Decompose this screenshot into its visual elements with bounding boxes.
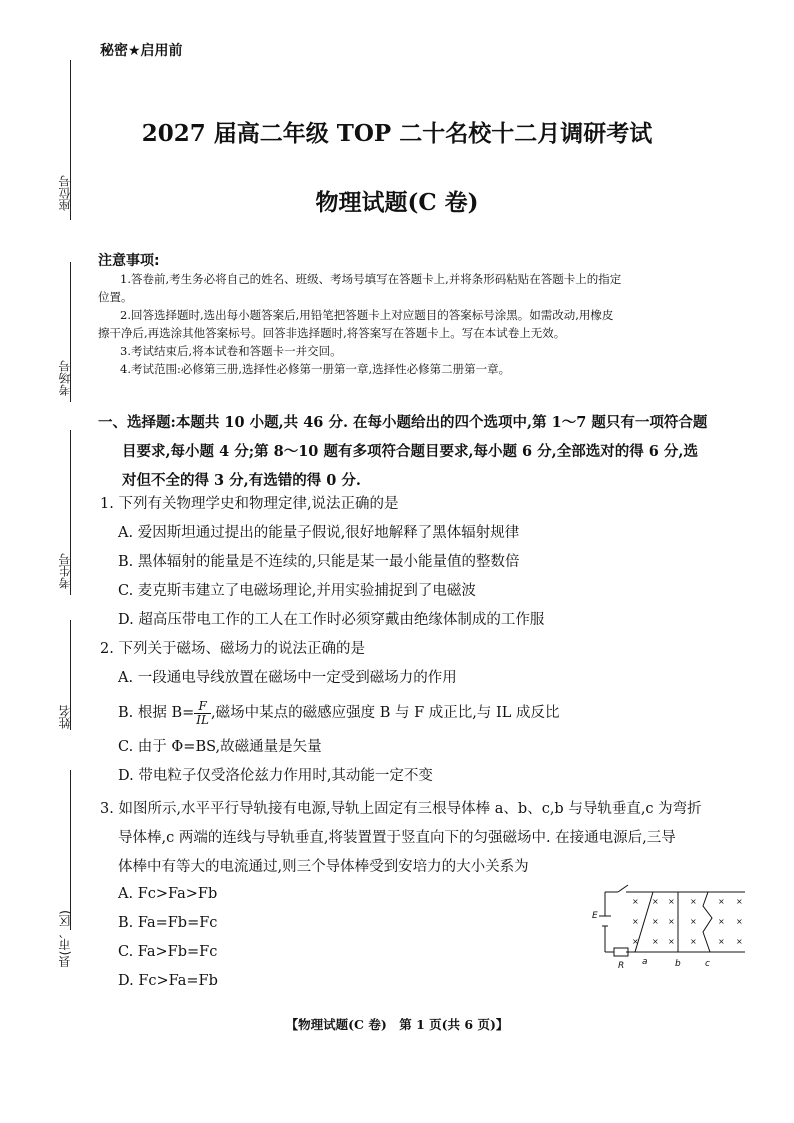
field-mark: × xyxy=(652,937,659,946)
field-mark: × xyxy=(718,917,725,926)
field-mark: × xyxy=(668,937,675,946)
option-b-prefix: B. 根据 B= xyxy=(118,705,195,721)
side-label-county: 县(市、区) xyxy=(58,910,72,968)
option-b: B. Fa=Fb=Fc xyxy=(118,915,218,931)
field-mark: × xyxy=(736,917,743,926)
field-mark: × xyxy=(690,937,697,946)
field-mark: × xyxy=(718,937,725,946)
option-c: C. Fa>Fb=Fc xyxy=(118,944,218,960)
section-heading xyxy=(98,408,753,495)
field-mark: × xyxy=(690,897,697,906)
q3-circuit-figure xyxy=(590,880,750,972)
label-c: c xyxy=(705,959,710,969)
field-mark: × xyxy=(668,917,675,926)
option-c: C. 麦克斯韦建立了电磁场理论,并用实验捕捉到了电磁波 xyxy=(118,583,476,599)
field-mark: × xyxy=(718,897,725,906)
label-a: a xyxy=(642,957,648,967)
page-footer: 【物理试题(C 卷) 第 1 页(共 6 页)】 xyxy=(285,1017,509,1032)
exam-title: 2027 届高二年级 TOP 二十名校十二月调研考试 xyxy=(141,120,653,147)
option-b xyxy=(100,693,760,733)
label-r: R xyxy=(618,961,625,971)
fraction xyxy=(194,700,211,727)
side-label-name: 姓名 xyxy=(58,705,72,729)
field-mark: × xyxy=(736,937,743,946)
field-mark: × xyxy=(652,897,659,906)
section-line: 对但不全的得 3 分,有选错的得 0 分. xyxy=(122,472,361,489)
question-3 xyxy=(100,795,760,882)
exam-subtitle: 物理试题(C 卷) xyxy=(315,189,479,216)
question-stem: 1. 下列有关物理学史和物理定律,说法正确的是 xyxy=(100,496,399,512)
notice-line: 擦干净后,再选涂其他答案标号。回答非选择题时,将答案写在答题卡上。写在本试卷上无效。 xyxy=(98,326,566,340)
option-b: B. 黑体辐射的能量是不连续的,只能是某一最小能量值的整数倍 xyxy=(118,554,520,570)
section-line: 一、选择题:本题共 10 小题,共 46 分. 在每小题给出的四个选项中,第 1～7 题只有一项符合题 xyxy=(98,414,708,431)
option-d: D. Fc>Fa=Fb xyxy=(118,973,218,989)
binding-line xyxy=(70,770,71,930)
notice-line: 2.回答选择题时,选出每小题答案后,用铅笔把答题卡上对应题目的答案标号涂黑。如需改动,用橡皮 xyxy=(120,308,614,322)
notice-block xyxy=(98,270,758,378)
notice-heading: 注意事项: xyxy=(98,253,160,269)
question-stem: 体棒中有等大的电流通过,则三个导体棒受到安培力的大小关系为 xyxy=(118,859,529,875)
question-stem: 3. 如图所示,水平平行导轨接有电源,导轨上固定有三根导体棒 a、b、c,b 与导轨垂直,c 为弯折 xyxy=(100,801,702,817)
field-mark: × xyxy=(690,917,697,926)
fraction-denominator: IL xyxy=(196,712,210,727)
field-mark: × xyxy=(632,937,639,946)
field-mark: × xyxy=(632,917,639,926)
field-mark: × xyxy=(632,897,639,906)
notice-line: 1.答卷前,考生务必将自己的姓名、班级、考场号填写在答题卡上,并将条形码粘贴在答题卡上的指定 xyxy=(120,272,622,286)
option-c: C. 由于 Φ=BS,故磁通量是矢量 xyxy=(118,739,322,755)
notice-line: 位置。 xyxy=(98,290,133,304)
question-1 xyxy=(100,490,760,635)
label-e: E xyxy=(592,911,598,921)
fraction-numerator: F xyxy=(194,700,211,714)
field-mark: × xyxy=(652,917,659,926)
question-2 xyxy=(100,635,760,791)
question-stem: 2. 下列关于磁场、磁场力的说法正确的是 xyxy=(100,641,365,657)
option-d: D. 超高压带电工作的工人在工作时必须穿戴由绝缘体制成的工作服 xyxy=(118,612,545,628)
notice-line: 4.考试范围:必修第三册,选择性必修第一册第一章,选择性必修第二册第一章。 xyxy=(120,362,511,376)
option-a: A. 爱因斯坦通过提出的能量子假说,很好地解释了黑体辐射规律 xyxy=(118,525,520,541)
option-d: D. 带电粒子仅受洛伦兹力作用时,其动能一定不变 xyxy=(118,768,433,784)
option-a: A. Fc>Fa>Fb xyxy=(118,886,218,902)
side-label-examinee: 考生号 xyxy=(58,553,72,589)
label-b: b xyxy=(675,959,681,969)
q3-options xyxy=(118,880,418,996)
section-line: 目要求,每小题 4 分;第 8～10 题有多项符合题目要求,每小题 6 分,全部选对的得 6 分,选 xyxy=(122,443,698,460)
option-a: A. 一段通电导线放置在磁场中一定受到磁场力的作用 xyxy=(118,670,457,686)
field-mark: × xyxy=(668,897,675,906)
field-mark: × xyxy=(736,897,743,906)
option-b-suffix: ,磁场中某点的磁感应强度 B 与 F 成正比,与 IL 成反比 xyxy=(211,705,560,721)
secret-label: 秘密★启用前 xyxy=(100,43,183,59)
question-stem: 导体棒,c 两端的连线与导轨垂直,将装置置于竖直向下的匀强磁场中. 在接通电源后,三导 xyxy=(118,830,676,846)
notice-line: 3.考试结束后,将本试卷和答题卡一并交回。 xyxy=(120,344,342,358)
side-label-room: 考场号 xyxy=(58,360,72,396)
side-label-seat: 座位号 xyxy=(58,175,72,211)
